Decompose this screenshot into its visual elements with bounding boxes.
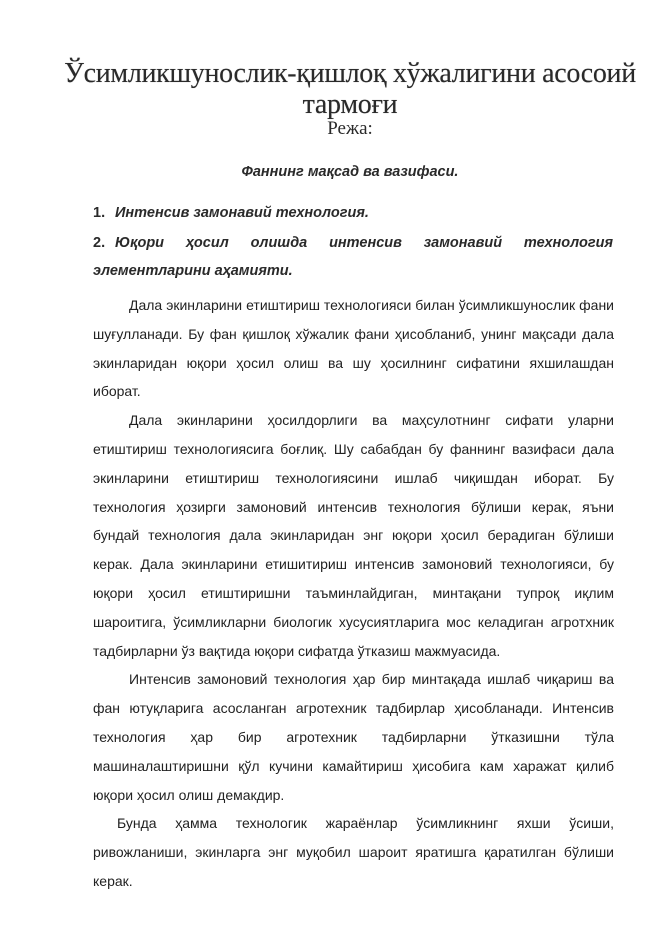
plan-item-number: 2.: [93, 235, 106, 251]
paragraph: Дала экинларини ҳосилдорлиги ва маҳсулотнинг сифати уларни етиштириш технологиясига боғлиқ. Шу сабабдан бу фаннинг вазифаси дала экинларини етиштириш технологиясини ишлаб чиқишдан иборат. Бу технология ҳозирги замоновий интенсив технология бўлиши керак, яъни бундай технология дала экинларидан энг юқори ҳосил берадиган бўлиши керак. Дала экинларини етишитириш интенсив замоновий технологияси, бу юқори ҳосил етиштиришни таъминлайдиган, минтақани тупроқ иқлим шароитига, ўсимликларни биологик хусусиятларига мос келадиган агротхник тадбирларни ўз вақтида юқори сифатда ўтказиш мажмуасида.: [93, 412, 614, 659]
plan-item-2: [93, 229, 613, 285]
paragraph: Интенсив замоновий технология ҳар бир минтақада ишлаб чиқариш ва фан ютуқларига асосланган агротехник тадбирлар ҳисобланади. Интенсив технология ҳар бир агротехник тадбирларни ўтказишни тўла машиналаштиришни қўл кучини камайтириш ҳисобига кам харажат қилиб юқори ҳосил олиш демакдир.: [93, 671, 614, 803]
paragraph: Бунда ҳамма технологик жараёнлар ўсимликнинг яхши ўсиши, ривожланиши, экинларга энг муқобил шароит яратишга қаратилган бўлиши керак.: [93, 815, 614, 889]
paragraph: Дала экинларини етиштириш технологияси билан ўсимликшунослик фани шуғулланади. Бу фан қишлоқ хўжалик фани ҳисобланиб, унинг мақсади дала экинларидан юқори ҳосил олиш ва шу ҳосилнинг сифатини яхшилашдан иборат.: [93, 297, 614, 400]
body-text: [93, 291, 614, 896]
plan-item-number: 1.: [93, 205, 106, 221]
plan-item-text: Интенсив замонавий технология.: [115, 205, 369, 221]
document-title: Ўсимликшунослик-қишлоқ хўжалигини асосоий тармоғи: [64, 58, 636, 120]
subject-heading: Фаннинг мақсад ва вазифаси.: [241, 164, 459, 180]
plan-item-1: [93, 199, 613, 227]
plan-item-text: Юқори ҳосил олишда интенсив замонавий технология: [115, 235, 613, 251]
plan-item-line-1: [93, 229, 613, 257]
plan-item-line-2: элементларини аҳамияти.: [93, 263, 293, 279]
plan-label: Режа:: [327, 118, 373, 139]
